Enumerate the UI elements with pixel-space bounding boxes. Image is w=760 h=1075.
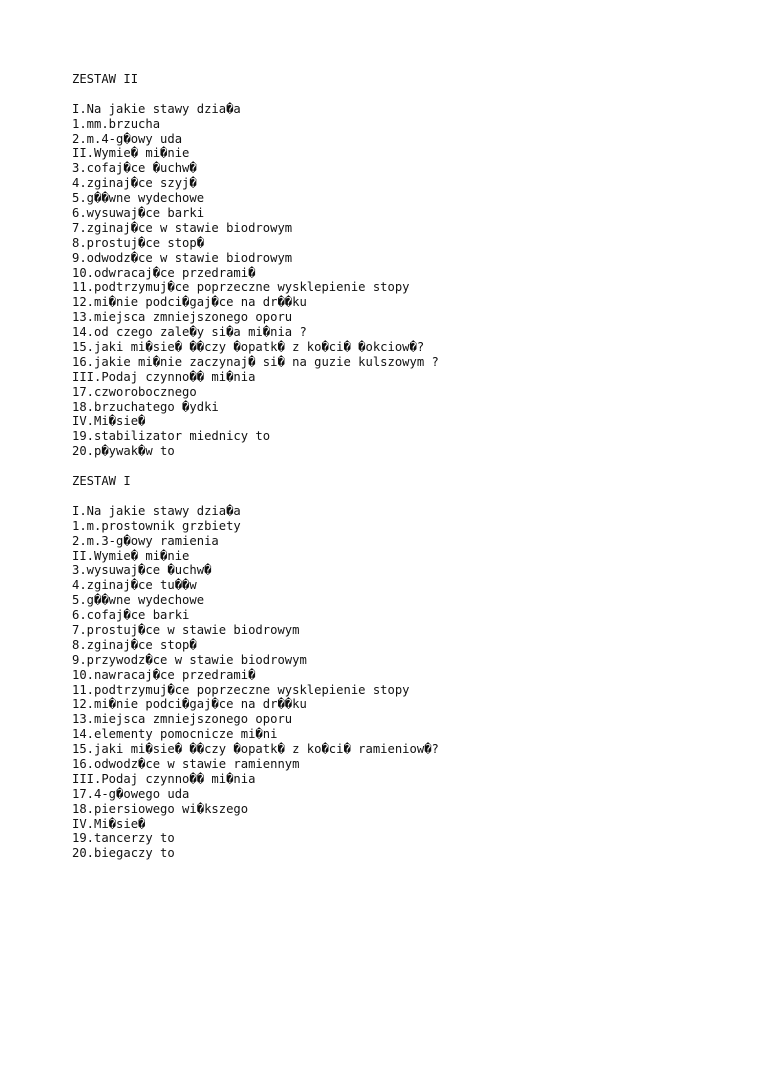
question-group-heading: I.Na jakie stawy dzia�a	[72, 503, 241, 518]
question-item: 14.od czego zale�y si�a mi�nia ?	[72, 325, 307, 340]
question-group-heading: III.Podaj czynno�� mi�nia	[72, 369, 256, 384]
question-item: 10.odwracaj�ce przedrami�	[72, 265, 256, 280]
blank-line	[72, 87, 732, 102]
question-item: 20.biegaczy to	[72, 846, 175, 861]
question-item: 11.podtrzymuj�ce poprzeczne wysklepienie stopy	[72, 280, 410, 295]
question-item: 13.miejsca zmniejszonego oporu	[72, 712, 293, 727]
section-heading: ZESTAW I	[72, 474, 131, 489]
question-item: 2.m.4-g�owy uda	[72, 131, 183, 146]
question-item: 18.piersiowego wi�kszego	[72, 801, 249, 816]
question-item: 6.wysuwaj�ce barki	[72, 206, 205, 221]
question-item: 10.nawracaj�ce przedrami�	[72, 667, 256, 682]
question-item: 9.przywodz�ce w stawie biodrowym	[72, 652, 307, 667]
question-item: 8.zginaj�ce stop�	[72, 637, 197, 652]
question-item: 19.stabilizator miednicy to	[72, 429, 271, 444]
question-group-heading: IV.Mi�sie�	[72, 414, 146, 429]
question-item: 1.m.prostownik grzbiety	[72, 518, 241, 533]
question-item: 6.cofaj�ce barki	[72, 608, 190, 623]
question-item: 13.miejsca zmniejszonego oporu	[72, 310, 293, 325]
question-item: 7.prostuj�ce w stawie biodrowym	[72, 622, 300, 637]
question-group-heading: II.Wymie� mi�nie	[72, 548, 190, 563]
question-item: 11.podtrzymuj�ce poprzeczne wysklepienie stopy	[72, 682, 410, 697]
blank-line	[72, 489, 732, 504]
question-group-heading: II.Wymie� mi�nie	[72, 146, 190, 161]
question-group-heading: IV.Mi�sie�	[72, 816, 146, 831]
question-item: 7.zginaj�ce w stawie biodrowym	[72, 220, 293, 235]
question-item: 16.odwodz�ce w stawie ramiennym	[72, 756, 300, 771]
question-item: 15.jaki mi�sie� ��czy �opatk� z ko�ci� ramieniow�?	[72, 742, 439, 757]
question-item: 9.odwodz�ce w stawie biodrowym	[72, 250, 293, 265]
question-item: 12.mi�nie podci�gaj�ce na dr��ku	[72, 697, 307, 712]
question-item: 3.cofaj�ce �uchw�	[72, 161, 197, 176]
question-item: 4.zginaj�ce szyj�	[72, 176, 197, 191]
question-item: 2.m.3-g�owy ramienia	[72, 533, 219, 548]
question-item: 5.g��wne wydechowe	[72, 593, 205, 608]
question-item: 17.czworobocznego	[72, 384, 197, 399]
question-item: 3.wysuwaj�ce �uchw�	[72, 563, 212, 578]
question-item: 16.jakie mi�nie zaczynaj� si� na guzie kulszowym ?	[72, 354, 439, 369]
question-item: 12.mi�nie podci�gaj�ce na dr��ku	[72, 295, 307, 310]
question-item: 14.elementy pomocnicze mi�ni	[72, 727, 278, 742]
question-item: 1.mm.brzucha	[72, 116, 161, 131]
question-item: 17.4-g�owego uda	[72, 786, 190, 801]
question-item: 15.jaki mi�sie� ��czy �opatk� z ko�ci� �okciow�?	[72, 340, 425, 355]
question-item: 19.tancerzy to	[72, 831, 175, 846]
blank-line	[72, 459, 732, 474]
document-page	[72, 72, 732, 861]
question-item: 4.zginaj�ce tu��w	[72, 578, 197, 593]
question-item: 5.g��wne wydechowe	[72, 191, 205, 206]
question-item: 20.p�ywak�w to	[72, 444, 175, 459]
question-item: 18.brzuchatego �ydki	[72, 399, 219, 414]
section-heading: ZESTAW II	[72, 72, 139, 86]
question-item: 8.prostuj�ce stop�	[72, 235, 205, 250]
question-group-heading: III.Podaj czynno�� mi�nia	[72, 771, 256, 786]
question-group-heading: I.Na jakie stawy dzia�a	[72, 101, 241, 116]
